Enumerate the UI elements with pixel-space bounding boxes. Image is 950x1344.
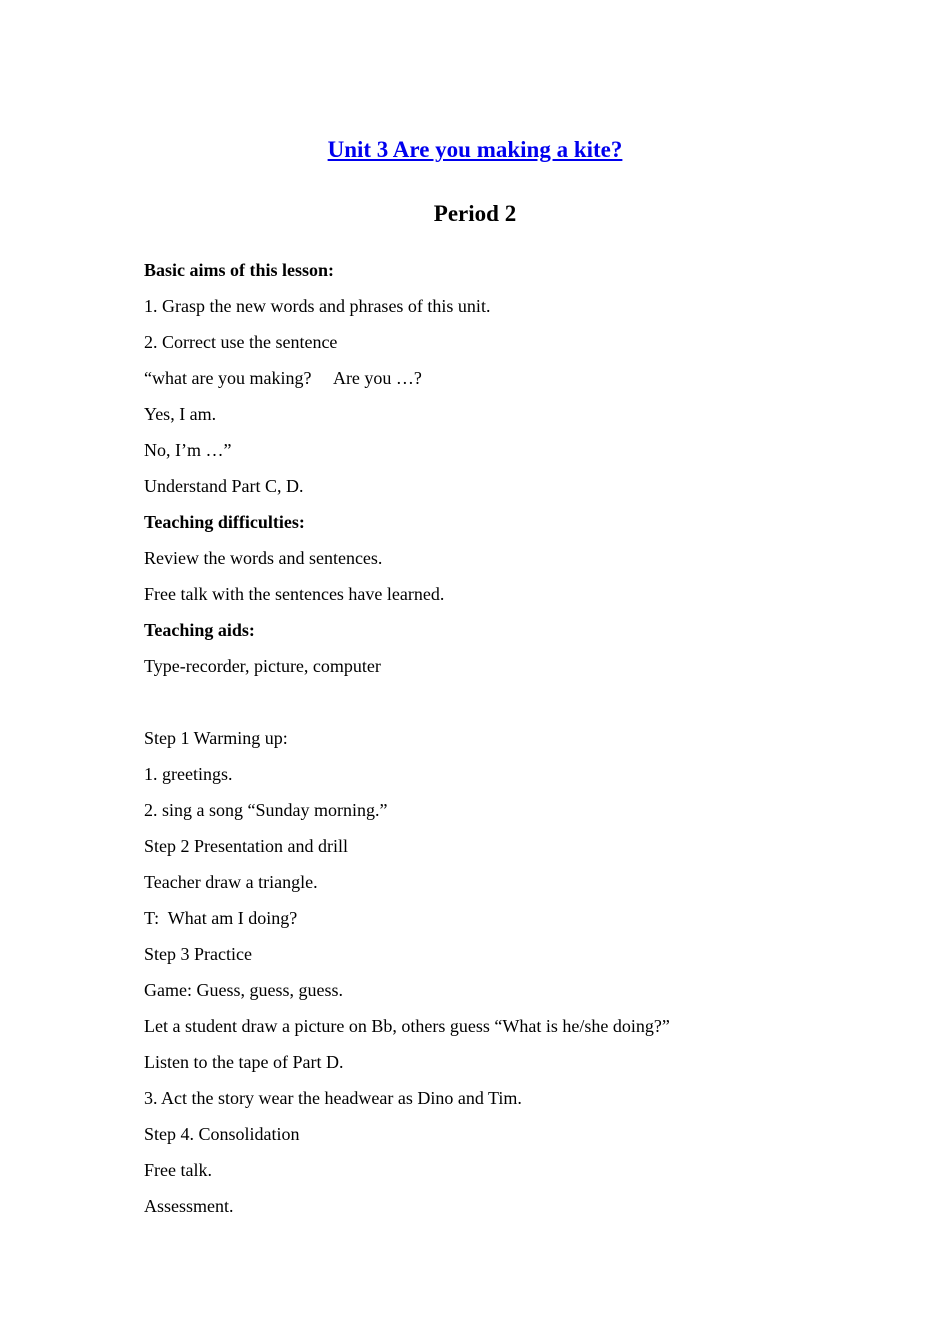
text-line: Step 4. Consolidation [144,1124,300,1144]
period-heading: Period 2 [433,201,517,226]
text-line [144,684,844,720]
text-line: Assessment. [144,1196,234,1216]
text-line: Understand Part C, D. [144,476,304,496]
text-line: Free talk. [144,1160,212,1180]
text-line: Let a student draw a picture on Bb, others guess “What is he/she doing?” [144,1016,670,1036]
section-heading: Teaching difficulties: [144,512,305,532]
text-line: 1. greetings. [144,764,233,784]
text-line: No, I’m …” [144,440,232,460]
section-heading: Teaching aids: [144,620,255,640]
text-line: Teacher draw a triangle. [144,872,318,892]
text-line: “what are you making? Are you …? [144,368,422,388]
document-title [0,135,950,165]
text-line: Step 2 Presentation and drill [144,836,348,856]
text-line: Game: Guess, guess, guess. [144,980,343,1000]
text-line: Free talk with the sentences have learned. [144,584,445,604]
text-line: Yes, I am. [144,404,217,424]
text-line: Step 1 Warming up: [144,728,288,748]
section-heading: Basic aims of this lesson: [144,260,335,280]
text-line: 2. sing a song “Sunday morning.” [144,800,388,820]
text-line: 2. Correct use the sentence [144,332,338,352]
text-line: Type-recorder, picture, computer [144,656,381,676]
text-line: 1. Grasp the new words and phrases of this unit. [144,296,491,316]
text-line: 3. Act the story wear the headwear as Dino and Tim. [144,1088,522,1108]
text-line: Step 3 Practice [144,944,252,964]
lesson-body [144,252,844,1224]
text-line: T: What am I doing? [144,908,298,928]
text-line: Review the words and sentences. [144,548,383,568]
title-link[interactable]: Unit 3 Are you making a kite? [327,137,623,162]
text-line: Listen to the tape of Part D. [144,1052,344,1072]
